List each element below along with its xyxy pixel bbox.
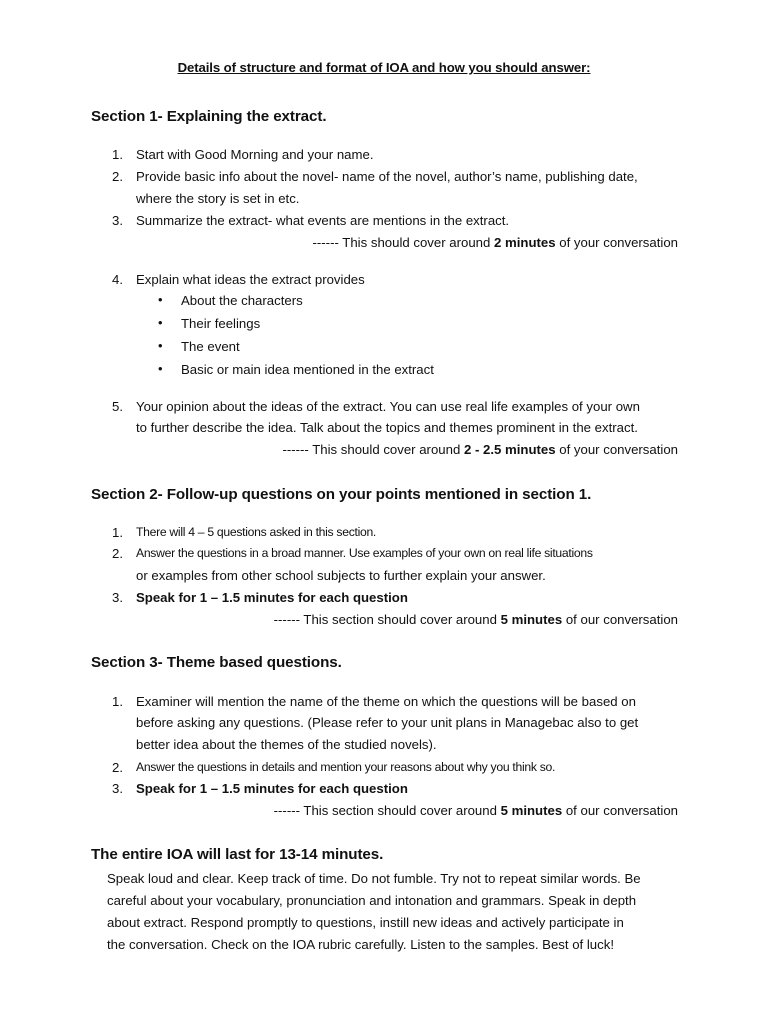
time-note xyxy=(274,609,678,630)
closing-paragraph-line: careful about your vocabulary, pronunciation and intonation and grammars. Speak in depth xyxy=(107,893,637,908)
list-number: 1. xyxy=(112,147,123,162)
list-number: 3. xyxy=(112,781,123,796)
list-number: 3. xyxy=(112,590,123,605)
closing-paragraph-line: Speak loud and clear. Keep track of time. Do not fumble. Try not to repeat similar words. Be xyxy=(107,871,641,886)
bullet-icon: • xyxy=(158,338,163,353)
time-note xyxy=(313,232,679,253)
list-item-text: Summarize the extract- what events are mentions in the extract. xyxy=(136,213,510,228)
list-number: 1. xyxy=(112,525,123,540)
list-number: 1. xyxy=(112,694,123,709)
bullet-item: Basic or main idea mentioned in the extract xyxy=(181,362,434,377)
bullet-icon: • xyxy=(158,292,163,307)
section3-heading: Section 3- Theme based questions. xyxy=(91,654,342,671)
section2-heading: Section 2- Follow-up questions on your points mentioned in section 1. xyxy=(91,486,592,503)
list-number: 3. xyxy=(112,213,123,228)
closing-heading: The entire IOA will last for 13-14 minutes. xyxy=(91,846,384,863)
time-note-duration: 2 minutes xyxy=(494,235,556,250)
document-title: Details of structure and format of IOA and how you should answer: xyxy=(177,60,591,75)
list-item-text: Examiner will mention the name of the theme on which the questions will be based on xyxy=(136,694,636,709)
list-number: 2. xyxy=(112,546,123,561)
list-number: 2. xyxy=(112,169,123,184)
list-item-text-continued: where the story is set in etc. xyxy=(136,191,300,206)
time-note-text: of your conversation xyxy=(555,235,678,250)
bullet-item: Their feelings xyxy=(181,316,261,331)
time-note-text: of your conversation xyxy=(555,442,678,457)
list-item-text-continued: or examples from other school subjects to further explain your answer. xyxy=(136,568,546,583)
list-item-text: Answer the questions in a broad manner. Use examples of your own on real life situations xyxy=(136,546,593,560)
list-item-text: Provide basic info about the novel- name of the novel, author’s name, publishing date, xyxy=(136,169,638,184)
time-note-text: ------ This section should cover around xyxy=(273,803,501,818)
list-item-text: Explain what ideas the extract provides xyxy=(136,272,365,287)
time-note-duration: 5 minutes xyxy=(500,612,563,627)
time-note xyxy=(274,800,678,821)
list-number: 4. xyxy=(112,272,123,287)
list-item-text: There will 4 – 5 questions asked in this section. xyxy=(136,525,377,539)
list-number: 5. xyxy=(112,399,123,414)
list-item-text: Answer the questions in details and mention your reasons about why you think so. xyxy=(136,760,556,774)
list-item-text: Your opinion about the ideas of the extract. You can use real life examples of your own xyxy=(136,399,640,414)
time-note-text: ------ This should cover around xyxy=(282,442,464,457)
time-note-text: ------ This section should cover around xyxy=(273,612,501,627)
closing-paragraph-line: about extract. Respond promptly to questions, instill new ideas and actively participate in xyxy=(107,915,624,930)
list-item-text-continued: better idea about the themes of the studied novels). xyxy=(136,737,437,752)
bullet-item: The event xyxy=(181,339,240,354)
closing-paragraph-line: the conversation. Check on the IOA rubric carefully. Listen to the samples. Best of luck! xyxy=(107,937,614,952)
section1-heading: Section 1- Explaining the extract. xyxy=(91,108,327,125)
time-note-text: of our conversation xyxy=(562,612,678,627)
time-note-text: ------ This should cover around xyxy=(312,235,495,250)
list-item-text: Speak for 1 – 1.5 minutes for each question xyxy=(136,590,408,605)
list-item-text: Speak for 1 – 1.5 minutes for each question xyxy=(136,781,408,796)
time-note-duration: 5 minutes xyxy=(500,803,563,818)
list-item-text-continued: to further describe the idea. Talk about the topics and themes prominent in the extract. xyxy=(136,420,638,435)
time-note-text: of our conversation xyxy=(562,803,678,818)
bullet-icon: • xyxy=(158,315,163,330)
bullet-item: About the characters xyxy=(181,293,303,308)
list-item-text-continued: before asking any questions. (Please refer to your unit plans in Managebac also to get xyxy=(136,715,639,730)
list-number: 2. xyxy=(112,760,123,775)
time-note-duration: 2 - 2.5 minutes xyxy=(463,442,556,457)
list-item xyxy=(112,144,123,165)
bullet-icon: • xyxy=(158,361,163,376)
time-note xyxy=(282,439,678,460)
list-item-text: Start with Good Morning and your name. xyxy=(136,147,374,162)
